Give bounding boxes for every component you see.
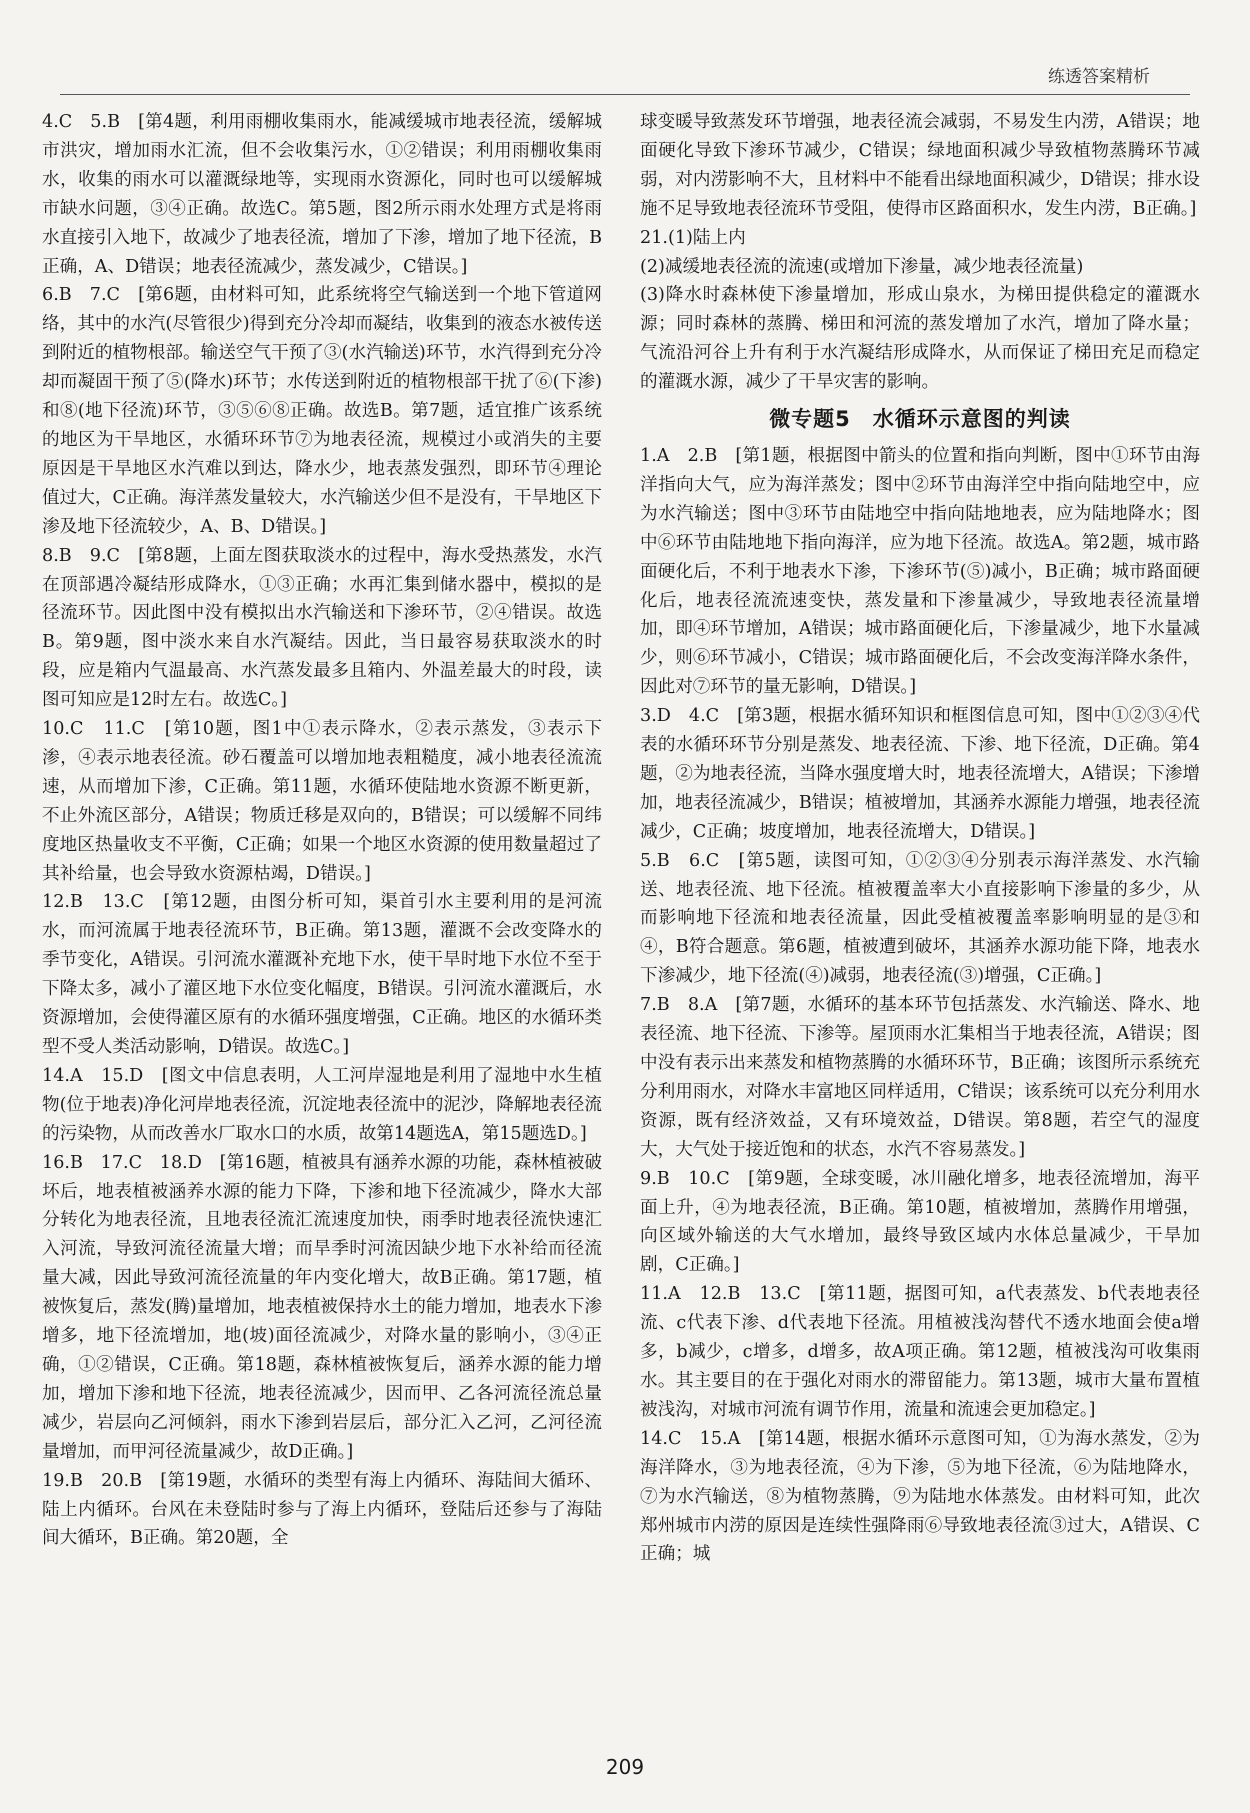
page-number: 209 <box>605 1755 645 1779</box>
answer-paragraph: 19.B 20.B [第19题，水循环的类型有海上内循环、海陆间大循环、陆上内循环。台风在未登陆时参与了海上内循环，登陆后还参与了海陆间大循环，B正确。第20题，全 <box>42 1470 602 1549</box>
answer-paragraph: 8.B 9.C [第8题，上面左图获取淡水的过程中，海水受热蒸发，水汽在顶部遇冷凝结形成降水，①③正确；水再汇集到储水器中，模拟的是径流环节。因此图中没有模拟出水汽输送和下渗环节，②④错误。故选B。第9题，图中淡水来自水汽凝结。因此，当日最容易获取淡水的时段，应是箱内气温最高、水汽蒸发最多且箱内、外温差最大的时段，读图可知应是12时左右。故选C。] <box>42 545 602 711</box>
answer-paragraph: 10.C 11.C [第10题，图1中①表示降水，②表示蒸发，③表示下渗，④表示地表径流。砂石覆盖可以增加地表粗糙度，减小地表径流流速，从而增加下渗，C正确。第11题，水循环使陆地水资源不断更新，不止外流区部分，A错误；物质迁移是双向的，B错误；可以缓解不同纬度地区热量收支不平衡，C正确；如果一个地区水资源的使用数量超过了其补给量，也会导致水资源枯竭，D错误。] <box>42 719 602 884</box>
answer-paragraph: 6.B 7.C [第6题，由材料可知，此系统将空气输送到一个地下管道网络，其中的水汽(尽管很少)得到充分冷却而凝结，收集到的液态水被传送到附近的植物根部。输送空气干预了③(水汽输送)环节，水汽得到充分冷却而凝固干预了⑤(降水)环节；水传送到附近的植物根部干扰了⑥(下渗)和⑧(地下径流)环节，③⑤⑥⑧正确。故选B。第7题，适宜推广该系统的地区为干旱地区，水循环环节⑦为地表径流，规模过小或消失的主要原因是干旱地区水汽难以到达，降水少，地表蒸发强烈，即环节④理论值过大，C正确。海洋蒸发量较大，水汽输送少但不是没有，干旱地区下渗及地下径流较少，A、B、D错误。] <box>42 285 602 537</box>
right-column <box>640 108 1200 1569</box>
answer-paragraph: 5.B 6.C [第5题，读图可知，①②③④分别表示海洋蒸发、水汽输送、地表径流、地下径流。植被覆盖率大小直接影响下渗量的多少，从而影响地下径流和地表径流量，因此受植被覆盖率影响明显的是③和④，B符合题意。第6题，植被遭到破坏，其涵养水源功能下降，地表水下渗减少，地下径流(④)减弱，地表径流(③)增强，C正确。] <box>640 850 1200 987</box>
page-header-title: 练透答案精析 <box>1048 67 1150 87</box>
answer-paragraph: 9.B 10.C [第9题，全球变暖，冰川融化增多，地表径流增加，海平面上升，④为地表径流，B正确。第10题，植被增加，蒸腾作用增强，向区域外输送的大气水增加，最终导致区域内水体总量减少，干旱加剧，C正确。] <box>640 1168 1200 1276</box>
answer-paragraph: (2)减缓地表径流的流速(或增加下渗量，减少地表径流量) <box>640 256 1084 277</box>
answer-paragraph: 3.D 4.C [第3题，根据水循环知识和框图信息可知，图中①②③④代表的水循环环节分别是蒸发、地表径流、下渗、地下径流，D正确。第4题，②为地表径流，当降水强度增大时，地表径流增大，A错误；下渗增加，地表径流减少，B错误；植被增加，其涵养水源能力增强，地表径流减少，C正确；坡度增加，地表径流增大，D错误。] <box>640 706 1200 842</box>
answer-paragraph: 7.B 8.A [第7题，水循环的基本环节包括蒸发、水汽输送、降水、地表径流、地下径流、下渗等。屋顶雨水汇集相当于地表径流，A错误；图中没有表示出来蒸发和植物蒸腾的水循环环节，B正确；该图所示系统充分利用雨水，对降水丰富地区同样适用，C错误；该系统可以充分利用水资源，既有经济效益，又有环境效益，D错误。第8题，若空气的湿度大，大气处于接近饱和的状态，水汽不容易蒸发。] <box>640 995 1200 1160</box>
answer-paragraph: 球变暖导致蒸发环节增强，地表径流会减弱，不易发生内涝，A错误；地面硬化导致下渗环节减少，C错误；绿地面积减少导致植物蒸腾环节减弱，对内涝影响不大，且材料中不能看出绿地面积减少，D错误；排水设施不足导致地表径流环节受阻，使得市区路面积水，发生内涝，B正确。] <box>640 112 1200 219</box>
answer-paragraph: 14.A 15.D [图文中信息表明，人工河岸湿地是利用了湿地中水生植物(位于地表)净化河岸地表径流，沉淀地表径流中的泥沙，降解地表径流的污染物，从而改善水厂取水口的水质，故第14题选A，第15题选D。] <box>42 1065 602 1144</box>
left-column <box>42 108 602 1553</box>
header-divider <box>60 94 1190 95</box>
answer-paragraph: 21.(1)陆上内 <box>640 227 746 248</box>
section-title: 微专题5 水循环示意图的判读 <box>769 407 1071 432</box>
answer-paragraph: 11.A 12.B 13.C [第11题，据图可知，a代表蒸发、b代表地表径流、c代表下渗、d代表地下径流。用植被浅沟替代不透水地面会使a增多，b减少，c增多，d增多，故A项正确。第12题，植被浅沟可收集雨水。其主要目的在于强化对雨水的滞留能力。第13题，城市大量布置植被浅沟，对城市河流有调节作用，流量和流速会更加稳定。] <box>640 1284 1200 1420</box>
answer-paragraph: 16.B 17.C 18.D [第16题，植被具有涵养水源的功能，森林植被破坏后，地表植被涵养水源的能力下降，下渗和地下径流减少，降水大部分转化为地表径流，且地表径流汇流速度加快，雨季时地表径流快速汇入河流，导致河流径流量大增；而旱季时河流因缺少地下水补给而径流量大减，因此导致河流径流量的年内变化增大，故B正确。第17题，植被恢复后，蒸发(腾)量增加，地表植被保持水土的能力增加，地表水下渗增多，地下径流增加，地(坡)面径流减少，对降水量的影响小，③④正确，①②错误，C正确。第18题，森林植被恢复后，涵养水源的能力增加，增加下渗和地下径流，地表径流减少，因而甲、乙各河流径流总量减少，岩层向乙河倾斜，雨水下渗到岩层后，部分汇入乙河，乙河径流量增加，而甲河径流量减少，故D正确。] <box>42 1152 602 1462</box>
answer-paragraph: 12.B 13.C [第12题，由图分析可知，渠首引水主要利用的是河流水，而河流属于地表径流环节，B正确。第13题，灌溉不会改变降水的季节变化，A错误。引河流水灌溉补充地下水，使干旱时地下水位不至于下降太多，减小了灌区地下水位变化幅度，B错误。引河流水灌溉后，水资源增加，会使得灌区原有的水循环强度增强，C正确。地区的水循环类型不受人类活动影响，D错误。故选C。] <box>42 892 602 1057</box>
answer-paragraph: 1.A 2.B [第1题，根据图中箭头的位置和指向判断，图中①环节由海洋指向大气，应为海洋蒸发；图中②环节由海洋空中指向陆地空中，应为水汽输送；图中③环节由陆地空中指向陆地地表，应为陆地降水；图中⑥环节由陆地地下指向海洋，应为地下径流。故选A。第2题，城市路面硬化后，不利于地表水下渗，下渗环节(⑤)减小，B正确；城市路面硬化后，地表径流流速变快，蒸发量和下渗量减少，导致地表径流量增加，即④环节增加，A错误；城市路面硬化后，下渗量减少，地下水量减少，则⑥环节减小，C错误；城市路面硬化后，不会改变海洋降水条件，因此对⑦环节的量无影响，D错误。] <box>640 445 1200 698</box>
answer-paragraph: 4.C 5.B [第4题，利用雨棚收集雨水，能减缓城市地表径流，缓解城市洪灾，增加雨水汇流，但不会收集污水，①②错误；利用雨棚收集雨水，收集的雨水可以灌溉绿地等，实现雨水资源化，同时也可以缓解城市缺水问题，③④正确。故选C。第5题，图2所示雨水处理方式是将雨水直接引入地下，故减少了地表径流，增加了下渗，增加了地下径流，B正确，A、D错误；地表径流减少，蒸发减少，C错误。] <box>42 112 602 277</box>
answer-paragraph: 14.C 15.A [第14题，根据水循环示意图可知，①为海水蒸发，②为海洋降水，③为地表径流，④为下渗，⑤为地下径流，⑥为陆地降水，⑦为水汽输送，⑧为植物蒸腾，⑨为陆地水体蒸发。由材料可知，此次郑州城市内涝的原因是连续性强降雨⑥导致地表径流③过大，A错误、C正确；城 <box>640 1428 1200 1565</box>
answer-paragraph: (3)降水时森林使下渗量增加，形成山泉水，为梯田提供稳定的灌溉水源；同时森林的蒸腾、梯田和河流的蒸发增加了水汽，增加了降水量；气流沿河谷上升有利于水汽凝结形成降水，从而保证了梯田充足而稳定的灌溉水源，减少了干旱灾害的影响。 <box>640 285 1200 393</box>
